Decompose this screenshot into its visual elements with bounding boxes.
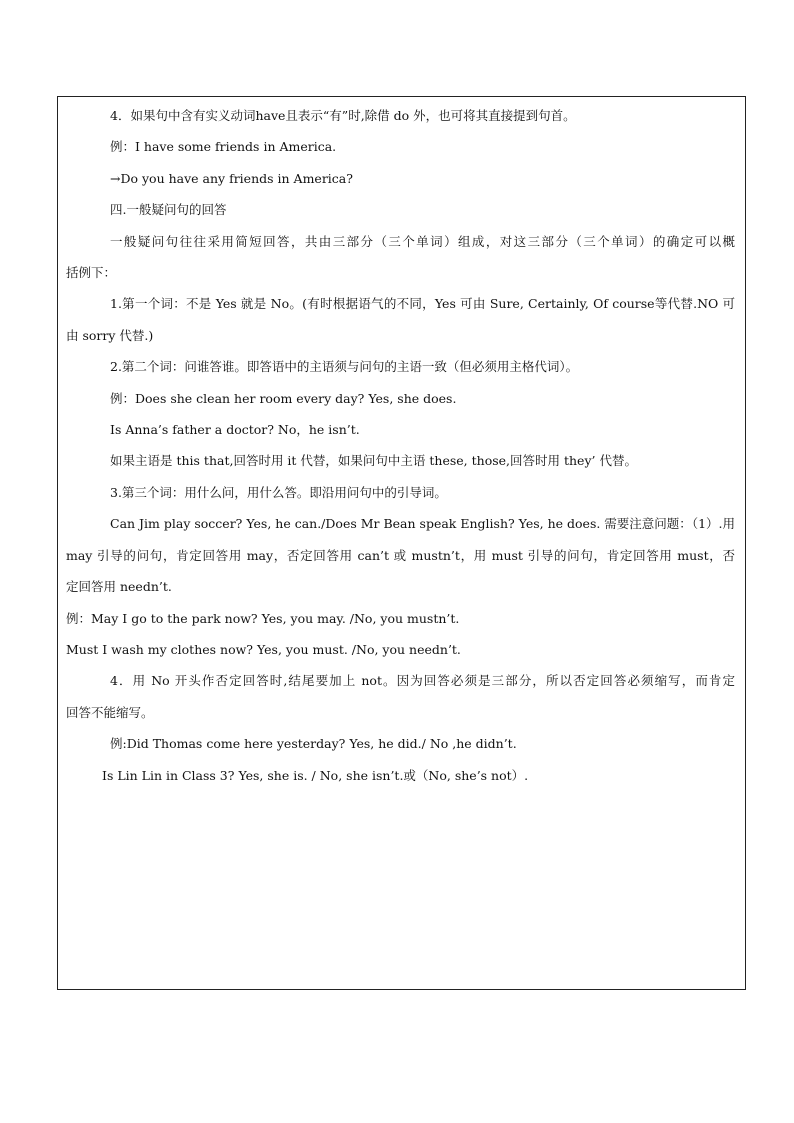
point-3-example-line2: may 引导的问句，肯定回答用 may，否定回答用 can’t 或 mustn’t，用 must 引导的问句，肯定回答用 must，否 bbox=[66, 547, 735, 563]
text-body bbox=[66, 100, 735, 791]
must-example: Must I wash my clothes now? Yes, you must. /No, you needn’t. bbox=[66, 641, 461, 657]
point-2-example-1: 例：Does she clean her room every day? Yes, she does. bbox=[110, 390, 457, 406]
point-3-example-line1: Can Jim play soccer? Yes, he can./Does Mr Bean speak English? Yes, he does. 需要注意问题：（1）.用 bbox=[110, 516, 735, 532]
point-4-line2: 回答不能缩写。 bbox=[66, 704, 154, 720]
point-3: 3.第三个词：用什么问，用什么答。即沿用问句中的引导词。 bbox=[110, 484, 447, 500]
point-2-example-2: Is Anna’s father a doctor? No，he isn’t. bbox=[110, 422, 360, 438]
rule-4-have: 4．如果句中含有实义动词have且表示“有”时,除借 do 外，也可将其直接提到句首。 bbox=[110, 108, 576, 123]
may-example: 例：May I go to the park now? Yes, you may. /No, you mustn’t. bbox=[66, 610, 460, 626]
point-2-note: 如果主语是 this that,回答时用 it 代替，如果问句中主语 these, those,回答时用 they’ 代替。 bbox=[110, 453, 637, 469]
point-4-example-2: Is Lin Lin in Class 3? Yes, she is. / No, she isn’t.或（No, she’s not）. bbox=[102, 767, 529, 783]
intro-paragraph-line1: 一般疑问句往往采用简短回答，共由三部分（三个单词）组成，对这三部分（三个单词）的确定可以概 bbox=[110, 233, 735, 249]
section-heading: 四.一般疑问句的回答 bbox=[110, 202, 227, 218]
point-4-line1: 4．用 No 开头作否定回答时,结尾要加上 not。因为回答必须是三部分，所以否定回答必须缩写，而肯定 bbox=[110, 673, 735, 689]
point-1-line1: 1.第一个词：不是 Yes 就是 No。(有时根据语气的不同，Yes 可由 Sure, Certainly, Of course等代替.NO 可 bbox=[110, 296, 735, 312]
example-statement: 例：I have some friends in America. bbox=[110, 139, 337, 155]
point-3-example-line3: 定回答用 needn’t. bbox=[66, 579, 172, 595]
point-4-example-1: 例:Did Thomas come here yesterday? Yes, he did./ No ,he didn’t. bbox=[110, 736, 517, 752]
example-question: →Do you have any friends in America? bbox=[110, 170, 353, 186]
point-1-line2: 由 sorry 代替.) bbox=[66, 327, 154, 343]
content-box bbox=[57, 96, 746, 990]
point-2: 2.第二个词：问谁答谁。即答语中的主语须与问句的主语一致（但必须用主格代词）。 bbox=[110, 359, 579, 375]
intro-paragraph-line2: 括例下： bbox=[66, 265, 117, 281]
